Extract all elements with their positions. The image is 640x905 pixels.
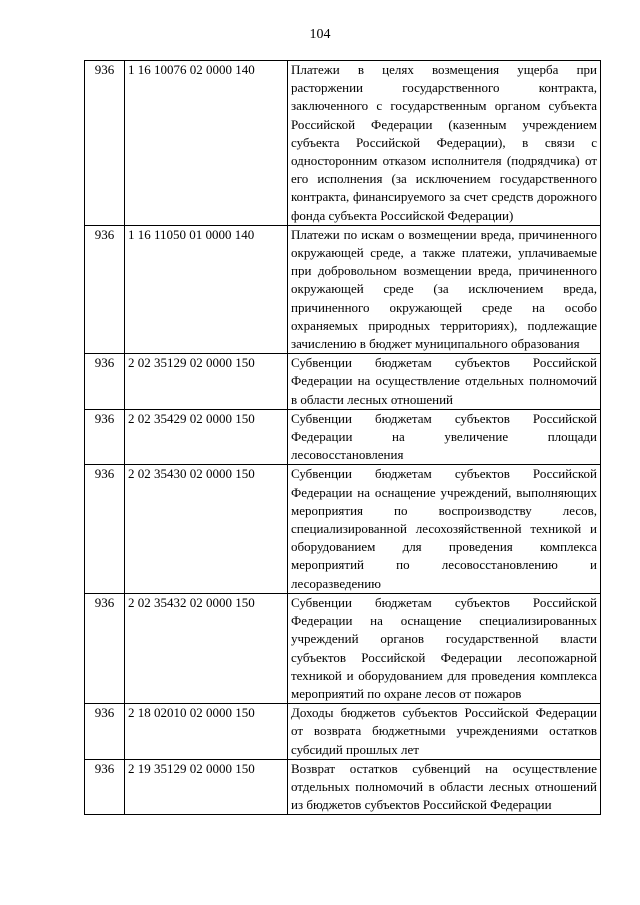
revenue-name-cell: Субвенции бюджетам субъектов Российской Федерации на увеличение площади лесовосстановления xyxy=(288,409,601,465)
revenue-name-cell: Доходы бюджетов субъектов Российской Федерации от возврата бюджетными учреждениями остатков субсидий прошлых лет xyxy=(288,704,601,760)
admin-code-cell: 936 xyxy=(85,409,125,465)
budget-code-cell: 2 02 35129 02 0000 150 xyxy=(125,354,288,410)
page-number: 104 xyxy=(309,27,331,42)
revenue-name-cell: Субвенции бюджетам субъектов Российской Федерации на оснащение специализированных учреждений органов государственной власти субъектов Российской Федерации лесопожарной техникой и оборудованием для проведения комплекса мероприятий по охране лесов от пожаров xyxy=(288,593,601,703)
admin-code-cell: 936 xyxy=(85,225,125,353)
budget-codes-table xyxy=(84,60,601,815)
revenue-name-cell: Субвенции бюджетам субъектов Российской Федерации на оснащение учреждений, выполняющих мероприятия по воспроизводству лесов, специализированной лесохозяйственной техникой и оборудованием для проведения комплекса мероприятий по лесовосстановлению и лесоразведению xyxy=(288,465,601,593)
admin-code-cell: 936 xyxy=(85,593,125,703)
budget-code-cell: 2 02 35432 02 0000 150 xyxy=(125,593,288,703)
budget-code-cell: 2 02 35430 02 0000 150 xyxy=(125,465,288,593)
budget-code-cell: 1 16 10076 02 0000 140 xyxy=(125,61,288,226)
revenue-name-cell: Возврат остатков субвенций на осуществление отдельных полномочий в области лесных отношений из бюджетов субъектов Российской Федерации xyxy=(288,759,601,815)
table-row xyxy=(85,593,601,703)
admin-code-cell: 936 xyxy=(85,759,125,815)
admin-code-cell: 936 xyxy=(85,61,125,226)
table-row xyxy=(85,409,601,465)
revenue-name-cell: Платежи по искам о возмещении вреда, причиненного окружающей среде, а также платежи, уплачиваемые при добровольном возмещении вреда, причиненного окружающей среде (за исключением вреда, причиненного окружающей среде на особо охраняемых природных территориях), подлежащие зачислению в бюджет муниципального образования xyxy=(288,225,601,353)
admin-code-cell: 936 xyxy=(85,354,125,410)
revenue-name-cell: Субвенции бюджетам субъектов Российской Федерации на осуществление отдельных полномочий в области лесных отношений xyxy=(288,354,601,410)
budget-code-cell: 1 16 11050 01 0000 140 xyxy=(125,225,288,353)
table-row xyxy=(85,61,601,226)
revenue-name-cell: Платежи в целях возмещения ущерба при расторжении государственного контракта, заключенного с государственным органом субъекта Российской Федерации (казенным учреждением субъекта Российской Федерации), в связи с односторонним отказом исполнителя (подрядчика) от его исполнения (за исключением государственного контракта, финансируемого за счет средств дорожного фонда субъекта Российской Федерации) xyxy=(288,61,601,226)
admin-code-cell: 936 xyxy=(85,465,125,593)
budget-code-cell: 2 18 02010 02 0000 150 xyxy=(125,704,288,760)
table-row xyxy=(85,354,601,410)
table-row xyxy=(85,759,601,815)
table-row xyxy=(85,225,601,353)
admin-code-cell: 936 xyxy=(85,704,125,760)
budget-code-cell: 2 02 35429 02 0000 150 xyxy=(125,409,288,465)
table-row xyxy=(85,465,601,593)
table-row xyxy=(85,704,601,760)
budget-code-cell: 2 19 35129 02 0000 150 xyxy=(125,759,288,815)
